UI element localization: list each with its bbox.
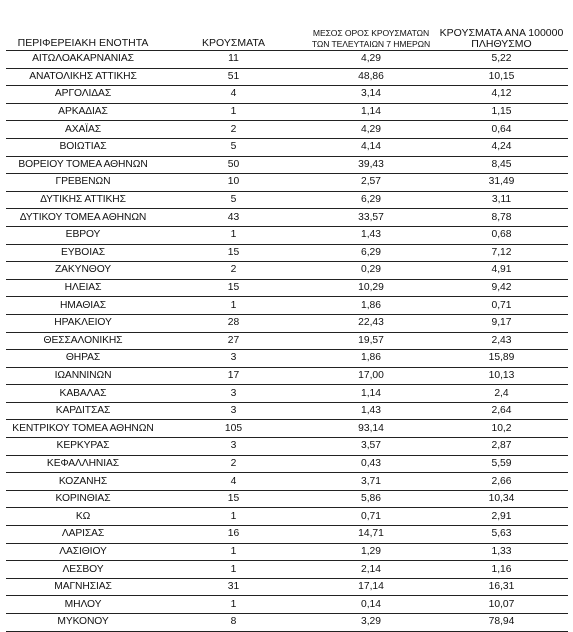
per100k-cell: 2,4 — [435, 385, 568, 403]
cases-cell: 11 — [160, 51, 307, 69]
cases-cell: 1 — [160, 103, 307, 121]
per100k-cell: 0,64 — [435, 121, 568, 139]
avg7-cell: 48,86 — [307, 68, 435, 86]
region-cell: ΚΟΡΙΝΘΙΑΣ — [6, 490, 160, 508]
avg7-cell: 6,29 — [307, 244, 435, 262]
avg7-cell: 3,14 — [307, 86, 435, 104]
region-cell: ΚΟΖΑΝΗΣ — [6, 473, 160, 491]
avg7-cell: 5,86 — [307, 490, 435, 508]
avg7-cell: 22,43 — [307, 314, 435, 332]
table-row — [6, 156, 568, 174]
per100k-cell: 9,42 — [435, 279, 568, 297]
avg7-cell: 0,43 — [307, 455, 435, 473]
cases-cell: 50 — [160, 156, 307, 174]
region-cell: ΕΥΒΟΙΑΣ — [6, 244, 160, 262]
table-row — [6, 526, 568, 544]
table-row — [6, 508, 568, 526]
cases-cell: 10 — [160, 174, 307, 192]
avg7-cell: 1,14 — [307, 385, 435, 403]
per100k-cell: 8,45 — [435, 156, 568, 174]
table-row — [6, 578, 568, 596]
avg7-cell: 4,29 — [307, 121, 435, 139]
cases-cell: 27 — [160, 332, 307, 350]
per100k-cell: 10,2 — [435, 420, 568, 438]
per100k-cell: 4,24 — [435, 138, 568, 156]
avg7-cell: 1,86 — [307, 350, 435, 368]
avg7-cell: 0,14 — [307, 596, 435, 614]
region-cell: ΘΕΣΣΑΛΟΝΙΚΗΣ — [6, 332, 160, 350]
table-row — [6, 121, 568, 139]
table-row — [6, 350, 568, 368]
cases-cell: 3 — [160, 438, 307, 456]
cases-cell: 15 — [160, 244, 307, 262]
cases-cell: 2 — [160, 455, 307, 473]
table-row — [6, 262, 568, 280]
region-cell: ΑΧΑΪΑΣ — [6, 121, 160, 139]
table-row — [6, 279, 568, 297]
region-cell: ΜΑΓΝΗΣΙΑΣ — [6, 578, 160, 596]
per100k-cell: 4,91 — [435, 262, 568, 280]
cases-cell: 17 — [160, 367, 307, 385]
region-cell: ΓΡΕΒΕΝΩΝ — [6, 174, 160, 192]
per100k-cell: 2,66 — [435, 473, 568, 491]
table-row — [6, 561, 568, 579]
per100k-cell: 10,13 — [435, 367, 568, 385]
cases-cell: 4 — [160, 86, 307, 104]
region-cell: ΚΕΡΚΥΡΑΣ — [6, 438, 160, 456]
cases-cell: 3 — [160, 385, 307, 403]
table-row — [6, 596, 568, 614]
table-row — [6, 473, 568, 491]
table-row — [6, 332, 568, 350]
cases-cell: 1 — [160, 508, 307, 526]
avg7-cell: 93,14 — [307, 420, 435, 438]
cases-cell: 43 — [160, 209, 307, 227]
region-cell: ΚΩ — [6, 508, 160, 526]
cases-cell: 2 — [160, 262, 307, 280]
table-row — [6, 314, 568, 332]
per100k-cell: 1,15 — [435, 103, 568, 121]
avg7-cell: 1,86 — [307, 297, 435, 315]
region-cell: ΔΥΤΙΚΟΥ ΤΟΜΕΑ ΑΘΗΝΩΝ — [6, 209, 160, 227]
region-cell: ΑΝΑΤΟΛΙΚΗΣ ΑΤΤΙΚΗΣ — [6, 68, 160, 86]
table-row — [6, 86, 568, 104]
table-row — [6, 103, 568, 121]
header-region — [6, 22, 160, 51]
region-cell: ΚΕΝΤΡΙΚΟΥ ΤΟΜΕΑ ΑΘΗΝΩΝ — [6, 420, 160, 438]
region-cell: ΚΑΒΑΛΑΣ — [6, 385, 160, 403]
region-cell: ΜΗΛΟΥ — [6, 596, 160, 614]
header-per100k — [435, 22, 568, 51]
avg7-cell: 2,57 — [307, 174, 435, 192]
per100k-cell: 1,16 — [435, 561, 568, 579]
per100k-cell: 5,22 — [435, 51, 568, 69]
per100k-cell: 1,33 — [435, 543, 568, 561]
cases-cell: 15 — [160, 490, 307, 508]
cases-cell: 1 — [160, 543, 307, 561]
cases-cell: 31 — [160, 578, 307, 596]
avg7-cell: 1,43 — [307, 226, 435, 244]
region-cell: ΑΡΚΑΔΙΑΣ — [6, 103, 160, 121]
table-row — [6, 209, 568, 227]
avg7-cell: 10,29 — [307, 279, 435, 297]
table-row — [6, 420, 568, 438]
region-cell: ΒΟΡΕΙΟΥ ΤΟΜΕΑ ΑΘΗΝΩΝ — [6, 156, 160, 174]
header-avg7-line1: ΜΕΣΟΣ ΟΡΟΣ ΚΡΟΥΣΜΑΤΩΝ — [312, 28, 430, 38]
table-row — [6, 174, 568, 192]
table-row — [6, 455, 568, 473]
table-row — [6, 614, 568, 632]
cases-cell: 28 — [160, 314, 307, 332]
table-row — [6, 138, 568, 156]
avg7-cell: 1,14 — [307, 103, 435, 121]
per100k-cell: 10,34 — [435, 490, 568, 508]
header-per100k-line1: ΚΡΟΥΣΜΑΤΑ ΑΝΑ 100000 — [439, 27, 564, 39]
table-row — [6, 490, 568, 508]
avg7-cell: 0,71 — [307, 508, 435, 526]
per100k-cell: 3,11 — [435, 191, 568, 209]
cases-cell: 105 — [160, 420, 307, 438]
avg7-cell: 1,29 — [307, 543, 435, 561]
cases-cell: 3 — [160, 402, 307, 420]
avg7-cell: 1,43 — [307, 402, 435, 420]
header-avg7-line2: ΤΩΝ ΤΕΛΕΥΤΑΙΩΝ 7 ΗΜΕΡΩΝ — [311, 39, 431, 49]
region-cell: ΘΗΡΑΣ — [6, 350, 160, 368]
table-row — [6, 226, 568, 244]
avg7-cell: 4,29 — [307, 51, 435, 69]
per100k-cell: 5,59 — [435, 455, 568, 473]
per100k-cell: 2,87 — [435, 438, 568, 456]
per100k-cell: 0,68 — [435, 226, 568, 244]
per100k-cell: 9,17 — [435, 314, 568, 332]
per100k-cell: 4,12 — [435, 86, 568, 104]
avg7-cell: 19,57 — [307, 332, 435, 350]
cases-cell: 2 — [160, 121, 307, 139]
avg7-cell: 17,14 — [307, 578, 435, 596]
per100k-cell: 16,31 — [435, 578, 568, 596]
header-per100k-line2: ΠΛΗΘΥΣΜΟ — [471, 38, 532, 50]
avg7-cell: 4,14 — [307, 138, 435, 156]
header-cases-label: ΚΡΟΥΣΜΑΤΑ — [202, 37, 265, 49]
table-row — [6, 367, 568, 385]
region-cell: ΑΙΤΩΛΟΑΚΑΡΝΑΝΙΑΣ — [6, 51, 160, 69]
table-row — [6, 402, 568, 420]
region-cell: ΜΥΚΟΝΟΥ — [6, 614, 160, 632]
cases-cell: 8 — [160, 614, 307, 632]
per100k-cell: 10,07 — [435, 596, 568, 614]
cases-cell: 51 — [160, 68, 307, 86]
region-cell: ΗΛΕΙΑΣ — [6, 279, 160, 297]
header-cases — [160, 22, 307, 51]
region-cell: ΑΡΓΟΛΙΔΑΣ — [6, 86, 160, 104]
cases-cell: 5 — [160, 191, 307, 209]
per100k-cell: 31,49 — [435, 174, 568, 192]
cases-table — [6, 22, 568, 632]
region-cell: ΗΜΑΘΙΑΣ — [6, 297, 160, 315]
table-row — [6, 385, 568, 403]
avg7-cell: 33,57 — [307, 209, 435, 227]
region-cell: ΛΑΣΙΘΙΟΥ — [6, 543, 160, 561]
per100k-cell: 15,89 — [435, 350, 568, 368]
avg7-cell: 14,71 — [307, 526, 435, 544]
avg7-cell: 3,29 — [307, 614, 435, 632]
table-row — [6, 543, 568, 561]
cases-cell: 1 — [160, 596, 307, 614]
table-row — [6, 244, 568, 262]
header-region-label: ΠΕΡΙΦΕΡΕΙΑΚΗ ΕΝΟΤΗΤΑ — [17, 37, 149, 49]
per100k-cell: 7,12 — [435, 244, 568, 262]
table-body — [6, 51, 568, 632]
avg7-cell: 39,43 — [307, 156, 435, 174]
per100k-cell: 2,64 — [435, 402, 568, 420]
region-cell: ΕΒΡΟΥ — [6, 226, 160, 244]
avg7-cell: 2,14 — [307, 561, 435, 579]
region-cell: ΖΑΚΥΝΘΟΥ — [6, 262, 160, 280]
avg7-cell: 17,00 — [307, 367, 435, 385]
cases-cell: 16 — [160, 526, 307, 544]
per100k-cell: 5,63 — [435, 526, 568, 544]
cases-cell: 5 — [160, 138, 307, 156]
per100k-cell: 78,94 — [435, 614, 568, 632]
region-cell: ΙΩΑΝΝΙΝΩΝ — [6, 367, 160, 385]
cases-cell: 15 — [160, 279, 307, 297]
avg7-cell: 3,71 — [307, 473, 435, 491]
cases-cell: 3 — [160, 350, 307, 368]
table-header-row — [6, 22, 568, 51]
cases-cell: 1 — [160, 226, 307, 244]
avg7-cell: 0,29 — [307, 262, 435, 280]
region-cell: ΚΑΡΔΙΤΣΑΣ — [6, 402, 160, 420]
cases-cell: 1 — [160, 561, 307, 579]
table-row — [6, 297, 568, 315]
table-row — [6, 191, 568, 209]
per100k-cell: 2,91 — [435, 508, 568, 526]
per100k-cell: 10,15 — [435, 68, 568, 86]
table-row — [6, 68, 568, 86]
per100k-cell: 0,71 — [435, 297, 568, 315]
region-cell: ΚΕΦΑΛΛΗΝΙΑΣ — [6, 455, 160, 473]
region-cell: ΛΕΣΒΟΥ — [6, 561, 160, 579]
region-cell: ΗΡΑΚΛΕΙΟΥ — [6, 314, 160, 332]
header-avg7 — [307, 22, 435, 51]
avg7-cell: 3,57 — [307, 438, 435, 456]
table-row — [6, 438, 568, 456]
region-cell: ΛΑΡΙΣΑΣ — [6, 526, 160, 544]
table-row — [6, 51, 568, 69]
cases-cell: 4 — [160, 473, 307, 491]
avg7-cell: 6,29 — [307, 191, 435, 209]
region-cell: ΒΟΙΩΤΙΑΣ — [6, 138, 160, 156]
region-cell: ΔΥΤΙΚΗΣ ΑΤΤΙΚΗΣ — [6, 191, 160, 209]
per100k-cell: 8,78 — [435, 209, 568, 227]
cases-cell: 1 — [160, 297, 307, 315]
per100k-cell: 2,43 — [435, 332, 568, 350]
